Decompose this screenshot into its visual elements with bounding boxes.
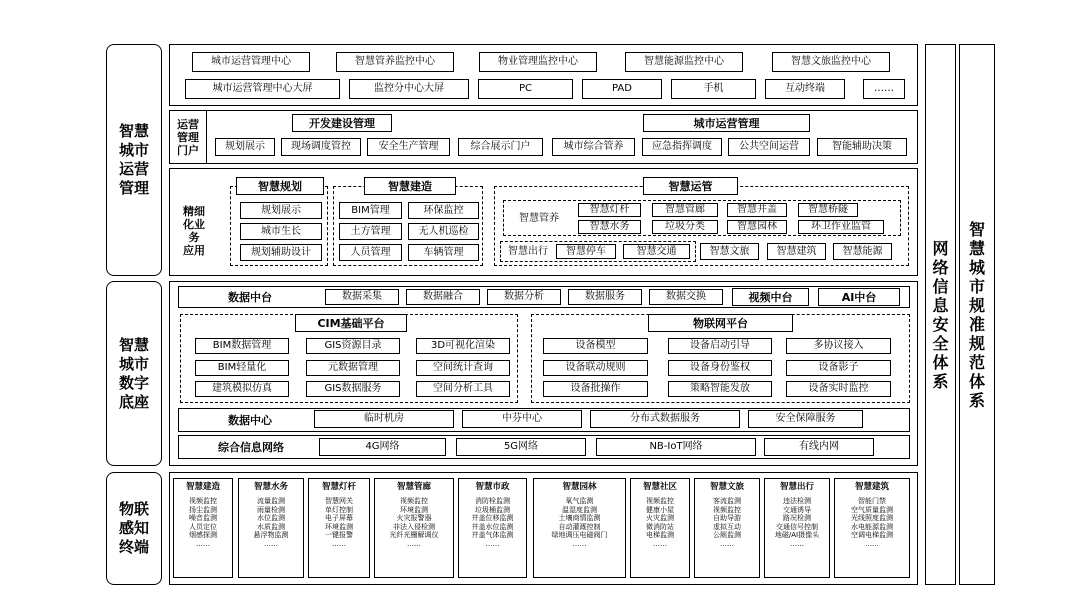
dp-item-collect: 数据采集 — [325, 289, 399, 305]
iot-item-shadow: 设备影子 — [786, 360, 891, 376]
sensor-item: 空气质量监测 — [851, 505, 893, 514]
group-label-base: 智慧 城市 数字 底座 — [118, 335, 149, 411]
center-city-ops: 城市运营管理中心 — [192, 52, 310, 72]
cim-item-spatial-tool: 空间分析工具 — [416, 381, 510, 397]
apps-label-box — [172, 196, 216, 266]
video-platform: 视频中台 — [732, 288, 809, 306]
sensor-item: 环境监测 — [400, 505, 428, 514]
center-culture-tourism: 智慧文旅监控中心 — [772, 52, 890, 72]
sensor-item: …… — [790, 540, 804, 548]
sensor-group-title: 智慧建造 — [185, 482, 220, 492]
sensor-item: 光线照度监测 — [851, 514, 893, 523]
dc-item-security: 安全保障服务 — [748, 410, 863, 428]
sensor-group-title: 智慧文旅 — [709, 482, 744, 492]
data-center-title: 数据中心 — [228, 413, 272, 427]
cim-item-simulation: 建筑模拟仿真 — [195, 381, 289, 397]
planning-item-growth: 城市生长 — [240, 223, 322, 240]
screen-more: …… — [863, 79, 905, 99]
standards-system-label: 智 慧 城 市 规 准 规 范 体 系 — [968, 219, 985, 410]
screen-ops-center: 城市运营管理中心大屏 — [185, 79, 340, 99]
iot-item-batch: 设备批操作 — [543, 381, 648, 397]
iot-item-boot: 设备启动引导 — [668, 338, 772, 354]
sensor-item: 交通诱导 — [783, 505, 811, 514]
maint-item-manhole: 智慧井盖 — [727, 203, 787, 217]
sensor-group — [458, 478, 527, 578]
sensor-item: …… — [407, 540, 421, 548]
group-ops-management — [106, 44, 162, 276]
sensor-group-title: 智慧出行 — [779, 482, 814, 492]
sensor-item: 公厕监测 — [713, 531, 741, 540]
build-item-env: 环保监控 — [408, 202, 479, 219]
group-label-ops: 智慧 城市 运营 管理 — [118, 122, 149, 197]
planning-item-design: 规划辅助设计 — [240, 244, 322, 261]
iot-item-model: 设备模型 — [543, 338, 648, 354]
ops-item-travel: 智慧出行 — [508, 245, 548, 257]
sensor-group-title: 智慧社区 — [642, 482, 677, 492]
sensor-item: 自动灌溉控制 — [558, 522, 601, 531]
sensor-group-title: 智慧建筑 — [854, 482, 889, 492]
sensor-item: 火灾监测 — [646, 514, 674, 523]
sensor-item: 消防栓监测 — [475, 497, 510, 505]
sensor-item: …… — [572, 540, 587, 548]
sensor-item: 微消防站 — [646, 522, 674, 531]
sensor-item: 智慧网关 — [325, 497, 353, 505]
sensor-group — [308, 478, 370, 578]
dc-item-temp-room: 临时机房 — [314, 410, 454, 428]
sensor-item: 噪音监测 — [189, 514, 217, 523]
portal-item-dispatch: 现场调度管控 — [281, 138, 361, 156]
group-iot-terminal — [106, 472, 162, 585]
sensor-group — [694, 478, 760, 578]
planning-item-display: 规划展示 — [240, 202, 322, 219]
sensor-item: 井盖位移监测 — [471, 514, 514, 523]
sensor-item: 垃圾桶监测 — [475, 505, 510, 514]
ops-item-traffic: 智慧交通 — [623, 244, 690, 259]
portal-label: 运营 管理 门户 — [177, 117, 199, 157]
sensor-group-title: 智慧园林 — [562, 482, 597, 492]
sensor-item: 客流监测 — [713, 497, 741, 505]
apps-label: 精细 化业 务 应用 — [183, 205, 205, 257]
net-item-4g: 4G网络 — [319, 438, 446, 456]
sensor-group-title: 智慧管廊 — [396, 482, 431, 492]
maint-item-sanitation: 环卫作业监管 — [798, 220, 884, 234]
net-item-5g: 5G网络 — [456, 438, 586, 456]
portal-item-emergency: 应急指挥调度 — [642, 138, 722, 156]
sensor-item: 环境监测 — [325, 522, 353, 531]
screen-mobile: 手机 — [671, 79, 756, 99]
planning-title: 智慧规划 — [236, 177, 324, 195]
portal-item-public-space: 公共空间运营 — [728, 138, 810, 156]
sensor-item: 交通信号控制 — [776, 522, 818, 531]
sensor-item: …… — [264, 540, 278, 548]
maint-item-pipe-gallery: 智慧管廊 — [652, 203, 718, 217]
network-title: 综合信息网络 — [218, 440, 284, 454]
maint-label: 智慧管养 — [519, 212, 559, 224]
sensor-item: 人员定位 — [189, 522, 217, 531]
sensor-item: 扬尘监测 — [189, 505, 217, 514]
ai-platform: AI中台 — [818, 288, 900, 306]
ops-item-building: 智慧建筑 — [767, 243, 826, 260]
sensor-group — [238, 478, 304, 578]
sensor-item: 视频监控 — [189, 497, 217, 505]
screen-sub-center: 监控分中心大屏 — [349, 79, 469, 99]
ops-title: 智慧运管 — [643, 177, 738, 195]
screen-pc: PC — [478, 79, 573, 99]
sensor-item: 空调电梯监测 — [851, 531, 893, 540]
dc-item-distributed: 分布式数据服务 — [590, 410, 740, 428]
sensor-item: 温湿度监测 — [562, 505, 597, 514]
iot-item-linkage: 设备联动规则 — [543, 360, 648, 376]
ops-item-energy: 智慧能源 — [833, 243, 892, 260]
sensor-item: 光纤光栅解调仪 — [389, 531, 439, 540]
ops-item-parking: 智慧停车 — [556, 244, 616, 259]
cim-item-bim-data: BIM数据管理 — [195, 338, 289, 354]
portal-item-decision: 智能辅助决策 — [817, 138, 907, 156]
sensor-item: 自助导游 — [713, 514, 741, 523]
maint-item-water: 智慧水务 — [578, 220, 641, 234]
build-item-personnel: 人员管理 — [339, 244, 402, 261]
sensor-item: 流量监测 — [257, 497, 285, 505]
dp-item-exchange: 数据交换 — [649, 289, 723, 305]
sensor-item: 水质监测 — [257, 522, 285, 531]
sensor-item: 非法入侵检测 — [393, 522, 435, 531]
cim-item-bim-lite: BIM轻量化 — [195, 360, 289, 376]
standards-system-column — [959, 44, 995, 585]
sensor-item: 电梯监测 — [646, 531, 674, 540]
portal-item-safety: 安全生产管理 — [367, 138, 450, 156]
iot-item-auth: 设备身份鉴权 — [668, 360, 772, 376]
build-item-drone: 无人机巡检 — [408, 223, 479, 240]
center-maintenance: 智慧管养监控中心 — [336, 52, 454, 72]
sensor-item: …… — [865, 540, 879, 548]
sensor-item: 井盖水位监测 — [471, 522, 514, 531]
maint-item-garden: 智慧园林 — [727, 220, 787, 234]
sensor-item: 氧气监测 — [565, 497, 594, 505]
iot-title: 物联网平台 — [648, 314, 793, 332]
sensor-item: …… — [485, 540, 500, 548]
cim-item-gis-catalog: GIS资源目录 — [306, 338, 400, 354]
iot-item-policy: 策略智能发放 — [668, 381, 772, 397]
build-item-earthwork: 土方管理 — [339, 223, 402, 240]
screen-pad: PAD — [582, 79, 662, 99]
sensor-item: 雨量检测 — [257, 505, 285, 514]
sensor-item: …… — [332, 540, 346, 548]
sensor-item: 水位监测 — [257, 514, 285, 523]
sensor-group-title: 智慧水务 — [253, 482, 288, 492]
sensor-group — [173, 478, 233, 578]
cim-item-3d-render: 3D可视化渲染 — [416, 338, 510, 354]
net-item-intranet: 有线内网 — [764, 438, 874, 456]
sensor-item: 路况检测 — [783, 514, 811, 523]
group-label-iot: 物联 感知 终端 — [118, 500, 149, 556]
security-system-column — [925, 44, 956, 585]
iot-item-monitor: 设备实时监控 — [786, 381, 891, 397]
sensor-item: 地磁/AI摄像头 — [774, 531, 820, 540]
portal-ops-title: 城市运营管理 — [643, 114, 810, 132]
maint-item-lamp: 智慧灯杆 — [578, 203, 641, 217]
portal-item-display: 综合展示门户 — [458, 138, 543, 156]
center-property: 物业管理监控中心 — [479, 52, 597, 72]
screen-interactive-terminal: 互动终端 — [765, 79, 845, 99]
dp-item-fuse: 数据融合 — [406, 289, 480, 305]
maint-item-bridge: 智慧桥隧 — [798, 203, 858, 217]
sensor-item: …… — [653, 540, 667, 548]
sensor-item: 烟感探测 — [189, 531, 217, 540]
sensor-item: 悬浮物监测 — [253, 531, 289, 540]
portal-item-maintenance: 城市综合管养 — [552, 138, 635, 156]
security-system-label: 网 络 信 息 安 全 体 系 — [932, 238, 949, 391]
build-title: 智慧建造 — [364, 177, 456, 195]
sensor-group — [533, 478, 626, 578]
sensor-item: 视频监控 — [646, 497, 674, 505]
sensor-item: 电子屏幕 — [325, 514, 353, 523]
sensor-group — [374, 478, 454, 578]
cim-item-gis-service: GIS数据服务 — [306, 381, 400, 397]
sensor-item: 健康小屋 — [646, 505, 674, 514]
sensor-group — [764, 478, 830, 578]
sensor-item: 违法检测 — [783, 497, 811, 505]
sensor-item: 火灾报警器 — [396, 514, 432, 523]
iot-item-protocol: 多协议接入 — [786, 338, 891, 354]
sensor-item: 一键报警 — [325, 531, 353, 540]
sensor-group-title: 智慧市政 — [475, 482, 510, 492]
sensor-item: …… — [720, 540, 734, 548]
sensor-item: 智能门禁 — [858, 497, 886, 505]
sensor-item: 井盖气体监测 — [471, 531, 514, 540]
maint-item-garbage: 垃圾分类 — [652, 220, 718, 234]
sensor-item: 视频监控 — [713, 505, 741, 514]
build-item-bim: BIM管理 — [339, 202, 402, 219]
cim-title: CIM基础平台 — [295, 314, 407, 332]
net-item-nbiot: NB-IoT网络 — [596, 438, 756, 456]
sensor-group-title: 智慧灯杆 — [321, 482, 356, 492]
portal-label-box — [169, 110, 207, 164]
sensor-item: 虚拟互动 — [713, 522, 741, 531]
dp-item-service: 数据服务 — [568, 289, 642, 305]
cim-item-metadata: 元数据管理 — [306, 360, 400, 376]
ops-item-culture: 智慧文旅 — [700, 243, 759, 260]
group-digital-base — [106, 281, 162, 466]
sensor-item: 水电能源监测 — [851, 522, 893, 531]
sensor-item: 绿地调压电磁阀门 — [551, 531, 608, 540]
center-energy: 智慧能源监控中心 — [625, 52, 743, 72]
sensor-item: 视频监控 — [400, 497, 428, 505]
cim-item-spatial-query: 空间统计查询 — [416, 360, 510, 376]
sensor-group — [630, 478, 690, 578]
sensor-item: 单灯控制 — [325, 505, 353, 514]
sensor-item: …… — [196, 540, 210, 548]
sensor-item: 土壤商情监测 — [558, 514, 601, 523]
portal-item-planning: 规划展示 — [215, 138, 275, 156]
dc-item-center: 中芬中心 — [462, 410, 582, 428]
sensor-group — [834, 478, 910, 578]
dp-item-analyze: 数据分析 — [487, 289, 561, 305]
build-item-vehicle: 车辆管理 — [408, 244, 479, 261]
portal-dev-title: 开发建设管理 — [292, 114, 392, 132]
data-platform-title: 数据中台 — [228, 290, 272, 304]
